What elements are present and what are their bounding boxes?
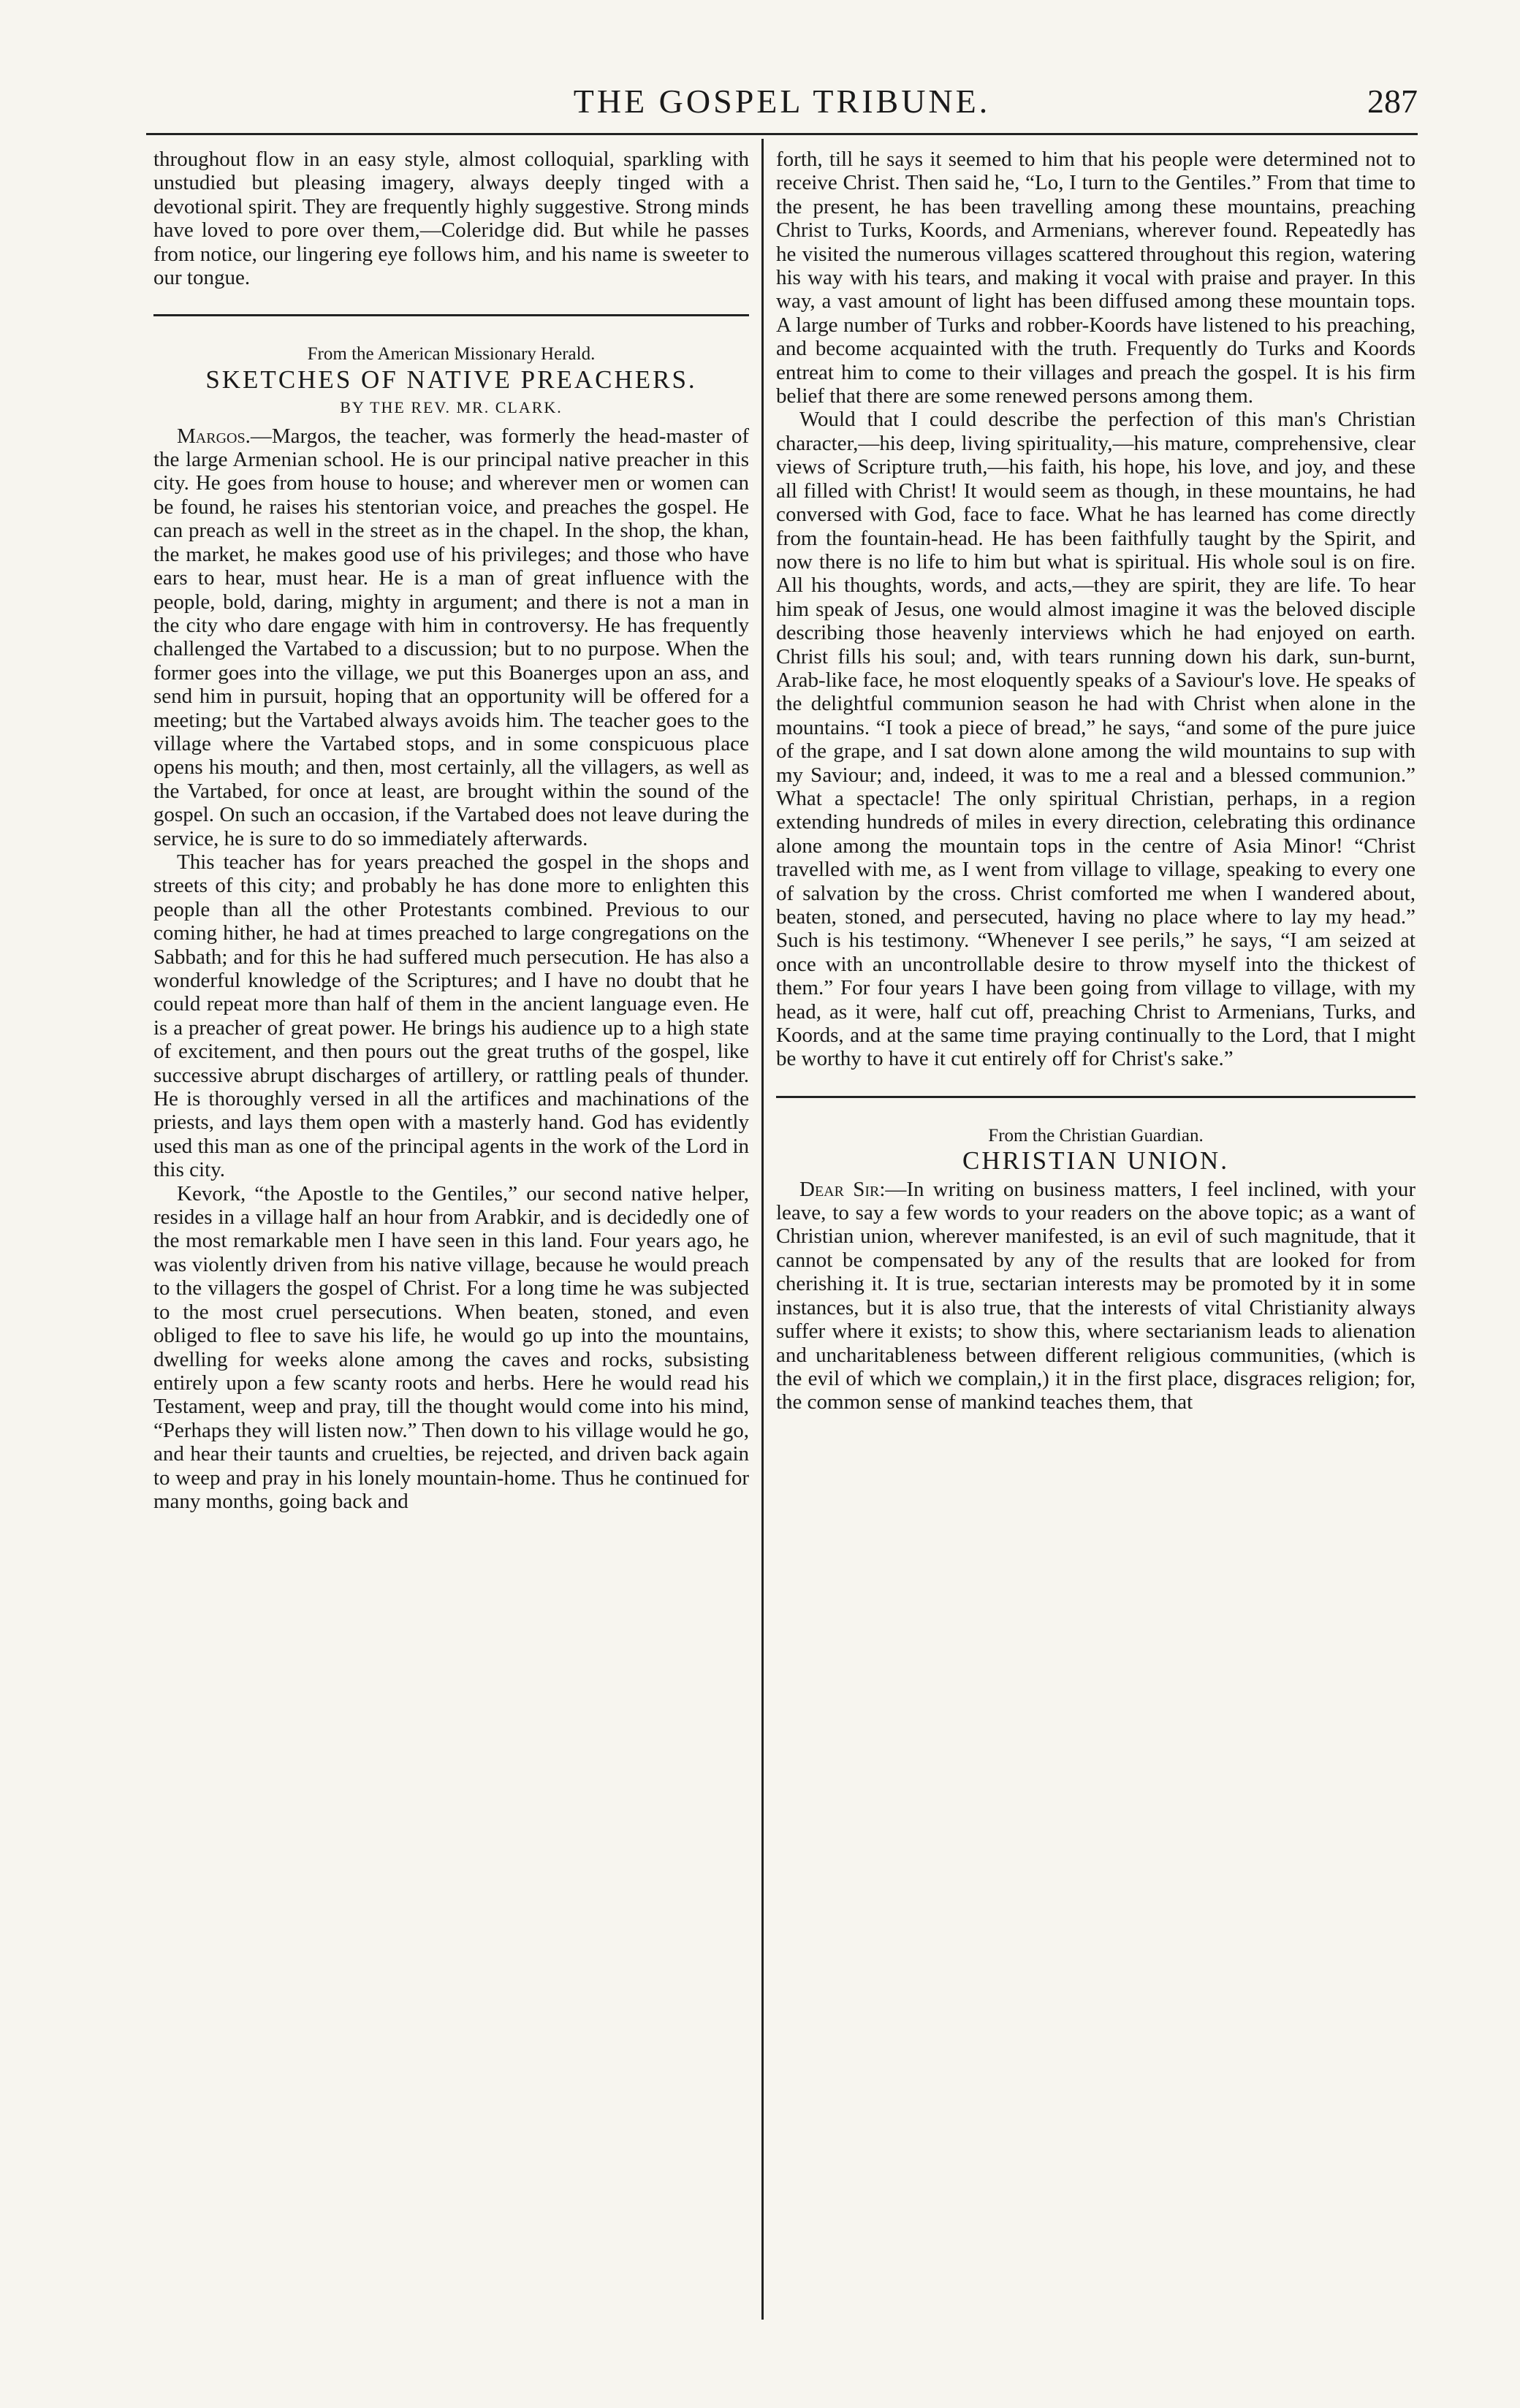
left-column xyxy=(153,148,749,1513)
paragraph-margos xyxy=(153,424,749,850)
right-column xyxy=(776,148,1416,1414)
article-byline: BY THE REV. MR. CLARK. xyxy=(340,398,563,417)
column-divider xyxy=(761,139,764,2320)
article-title: SKETCHES OF NATIVE PREACHERS. xyxy=(205,365,697,394)
continued-paragraph: throughout flow in an easy style, almost colloquial, sparkling with unstudied but pleasing imagery, always deeply tinged with a devotional spirit. They are frequently highly suggestive. Strong minds have loved to pore over them,—Coleridge did. But while he passes from notice, our lingering eye follows him, and his name is sweeter to our tongue. xyxy=(153,148,749,290)
salutation: Dear Sir xyxy=(799,1177,880,1201)
header-rule xyxy=(146,133,1418,135)
paragraph-text: :—In writing on business matters, I feel inclined, with your leave, to say a few words to your readers on the above topic; as a want of Christian union, wherever manifested, is an evil of such magnitude, that it cannot be compensated by any of the results that are looked for from cherishing it. It is true, sectarian interests may be promoted by it in some instances, but it is also true, that the interests of vital Christianity always suffer where it exists; to show this, where sectarianism leads to alienation and uncharitableness between different religious communities, (which is the evil of which we complain,) it in the first place, disgraces religion; for, the common sense of mankind teaches them, that xyxy=(776,1177,1416,1414)
paragraph-text: —Margos, the teacher, was formerly the head-master of the large Armenian school. He is our principal native preacher in this city. He goes from house to house; and wherever men or women can be found, he raises his stentorian voice, and preaches the gospel. He can preach as well in the street as in the chapel. In the shop, the khan, the market, he makes good use of his privileges; and those who have ears to hear, must hear. He is a man of great influence with the people, bold, daring, mighty in argument; and there is not a man in the city who dare engage with him in controversy. He has frequently challenged the Vartabed to a discussion; but to no purpose. When the former goes into the village, we put this Boanerges upon an ass, and send him in pursuit, hoping that an opportunity will be offered for a meeting; but the Vartabed always avoids him. The teacher goes to the village where the Vartabed stops, and in some conspicuous place opens his mouth; and then, most certainly, all the villagers, as well as the Vartabed, for once at least, are brought within the sound of the gospel. On such an occasion, if the Vartabed does not leave during the service, he is sure to do so immediately afterwards. xyxy=(153,424,749,850)
article-source: From the American Missionary Herald. xyxy=(307,344,596,365)
paragraph-letter xyxy=(776,1178,1416,1414)
paragraph-lead: Margos. xyxy=(177,424,251,448)
page-header xyxy=(146,82,1418,126)
article-separator xyxy=(153,314,749,316)
paragraph-character: Would that I could describe the perfection of this man's Christian character,—his deep, living spirituality,—his mature, comprehensive, clear views of Scripture truth,—his faith, his hope, his love, and joy, and these all filled with Christ! It would seem as though, in these mountains, he had conversed with God, face to face. What he has learned has come directly from the fountain-head. He has been faithfully taught by the Spirit, and now there is no life to him but what is spiritual. His whole soul is on fire. All his thoughts, words, and acts,—they are spirit, they are life. To hear him speak of Jesus, one would almost imagine it was the beloved disciple describing those heavenly interviews which he had enjoyed on earth. Christ fills his soul; and, with tears running down his dark, sun-burnt, Arab-like face, he most eloquently speaks of a Saviour's love. He speaks of the delightful communion season he had with Christ when alone in the mountains. “I took a piece of bread,” he says, “and some of the pure juice of the grape, and I sat down alone among the wild mountains to sup with my Saviour; and, indeed, it was to me a real and a blessed communion.” What a spectacle! The only spiritual Christian, perhaps, in a region extending hundreds of miles in every direction, celebrating this ordinance alone among the mountain tops in the centre of Asia Minor! “Christ travelled with me, as I went from village to village, speaking to every one of salvation by the cross. Christ comforted me when I wandered about, beaten, stoned, and persecuted, having no place where to lay my head.” Such is his testimony. “Whenever I see perils,” he says, “I am seized at once with an uncontrollable desire to throw myself into the thickest of them.” For four years I have been going from village to village, with my head, as it were, half cut off, preaching Christ to Armenians, Turks, and Koords, and at the same time praying continually to the Lord, that I might be worthy to have it cut entirely off for Christ's sake.” xyxy=(776,408,1416,1071)
article-title: CHRISTIAN UNION. xyxy=(962,1146,1229,1176)
page-number: 287 xyxy=(1367,83,1418,120)
article-source: From the Christian Guardian. xyxy=(988,1125,1204,1146)
publication-title: THE GOSPEL TRIBUNE. xyxy=(573,83,991,120)
paragraph-continued: forth, till he says it seemed to him that his people were determined not to receive Christ. Then said he, “Lo, I turn to the Gentiles.” From that time to the present, he has been travelling among these mountains, preaching Christ to Turks, Koords, and Armenians, wherever found. Repeatedly has he visited the numerous villages scattered throughout this region, watering his way with his tears, and making it vocal with praise and prayer. In this way, a vast amount of light has been diffused among these mountain tops. A large number of Turks and robber-Koords have listened to his preaching, and become acquainted with the truth. Frequently do Turks and Koords entreat him to come to their villages and preach the gospel. It is his firm belief that there are some renewed persons among them. xyxy=(776,148,1416,408)
paragraph-kevork: Kevork, “the Apostle to the Gentiles,” our second native helper, resides in a village half an hour from Arabkir, and is decidedly one of the most remarkable men I have seen in this land. Four years ago, he was violently driven from his native village, because he would preach to the villagers the gospel of Christ. For a long time he was subjected to the most cruel persecutions. When beaten, stoned, and even obliged to flee to save his life, he would go up into the mountains, dwelling for weeks alone among the caves and rocks, subsisting entirely upon a few scanty roots and herbs. Here he would read his Testament, weep and pray, till the thought would come into his mind, “Perhaps they will listen now.” Then down to his village would he go, and hear their taunts and cruelties, be rejected, and driven back again to weep and pray in his lonely mountain-home. Thus he continued for many months, going back and xyxy=(153,1181,749,1513)
article-separator xyxy=(776,1096,1416,1098)
paragraph-teacher: This teacher has for years preached the gospel in the shops and streets of this city; and probably he has done more to enlighten this people than all the other Protestants combined. Previous to our coming hither, he had at times preached to large congregations on the Sabbath; and for this he had suffered much persecution. He has also a wonderful knowledge of the Scriptures; and I have no doubt that he could repeat more than half of them in the ancient language even. He is a preacher of great power. He brings his audience up to a high state of excitement, and then pours out the great truths of the gospel, like successive abrupt discharges of artillery, or rattling peals of thunder. He is thoroughly versed in all the artifices and machinations of the priests, and lays them open with a masterly hand. God has evidently used this man as one of the principal agents in the work of the Lord in this city. xyxy=(153,850,749,1182)
